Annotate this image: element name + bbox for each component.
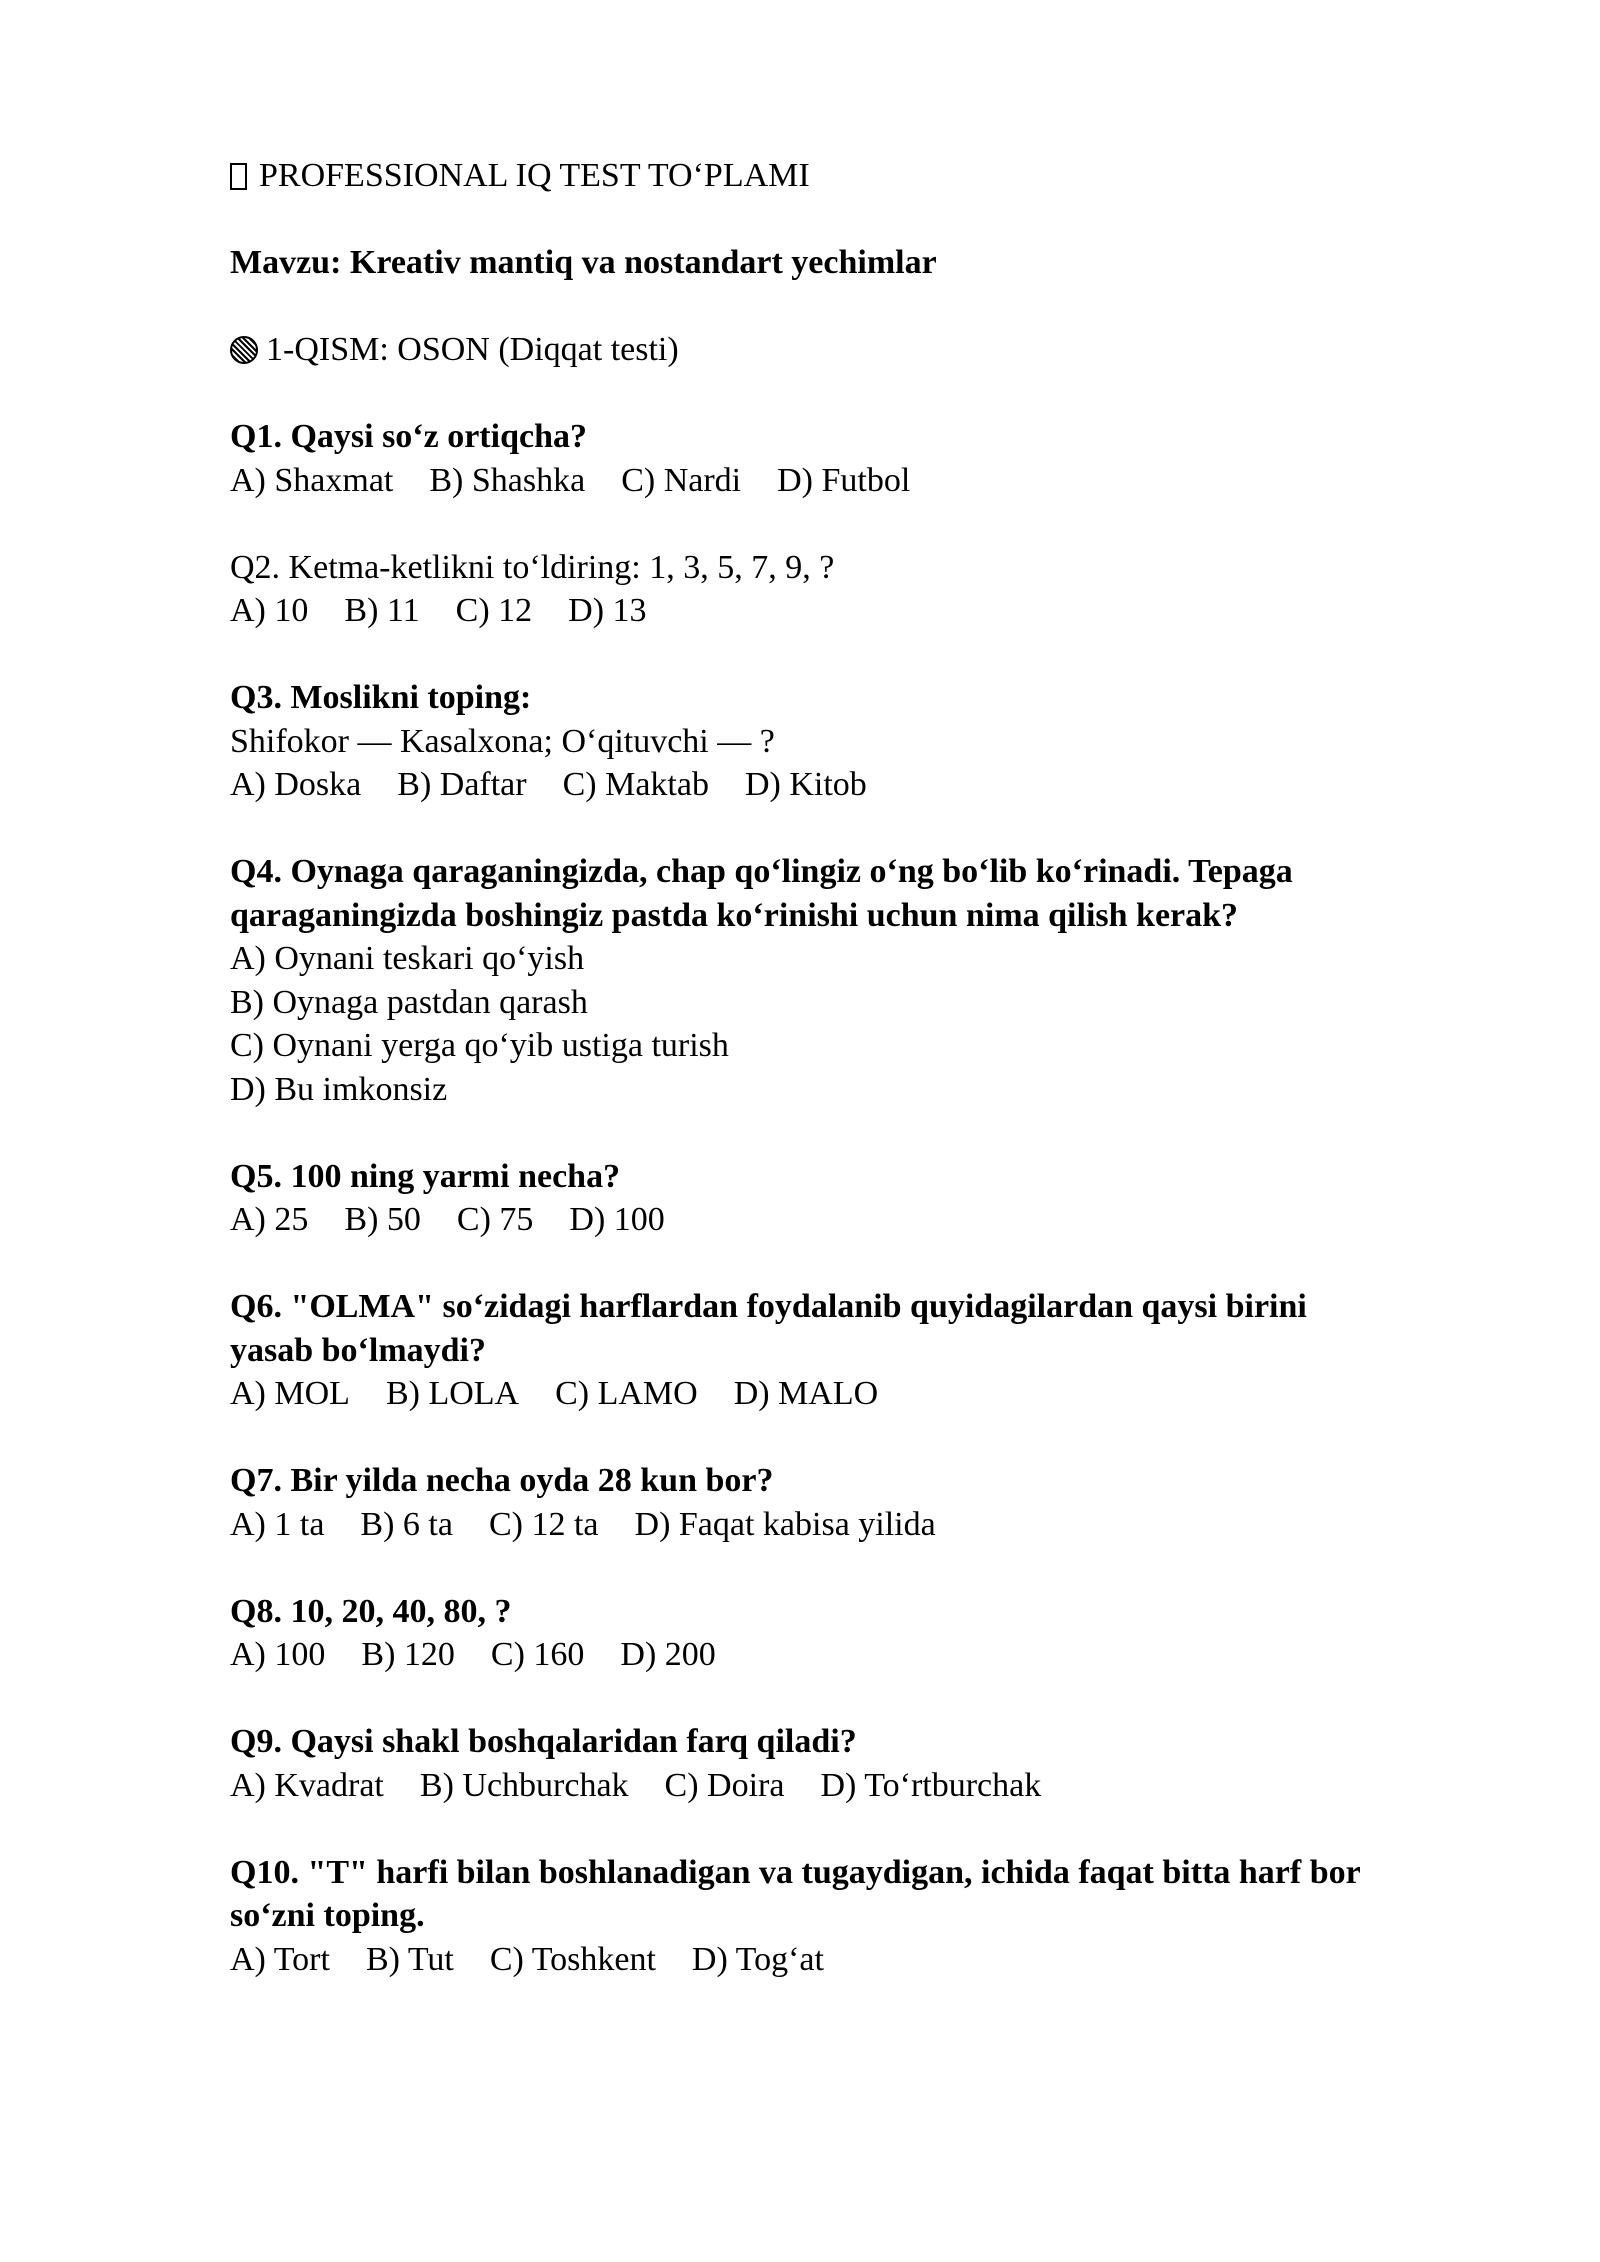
option-b: B) 120 bbox=[361, 1636, 455, 1673]
option-d: D) To‘rtburchak bbox=[820, 1766, 1042, 1804]
question-9-options bbox=[230, 1764, 1520, 1808]
missing-glyph-box-icon bbox=[230, 163, 247, 190]
option-b: B) Uchburchak bbox=[419, 1766, 629, 1804]
option-a: A) Doska bbox=[230, 766, 362, 803]
option-c: C) 160 bbox=[490, 1636, 585, 1673]
question-9-text: Q9. Qaysi shakl boshqalaridan farq qiladi? bbox=[230, 1723, 857, 1760]
question-6-text-line-2: yasab bo‘lmaydi? bbox=[230, 1331, 486, 1369]
option-a: A) 10 bbox=[230, 592, 309, 629]
option-d: D) Kitob bbox=[744, 766, 867, 803]
option-c: C) 12 ta bbox=[488, 1505, 599, 1543]
question-3-prompt: Shifokor — Kasalxona; O‘qituvchi — ? bbox=[230, 722, 775, 760]
question-4-text-line-2: qaraganingizda boshingiz pastda ko‘rinishi uchun nima qilish kerak? bbox=[230, 896, 1239, 934]
document-content bbox=[230, 154, 1520, 1981]
option-a: A) Shaxmat bbox=[230, 461, 394, 499]
option-d: D) Faqat kabisa yilida bbox=[634, 1505, 936, 1543]
section-text: 1-QISM: OSON (Diqqat testi) bbox=[266, 331, 679, 368]
question-1-text: Q1. Qaysi so‘z ortiqcha? bbox=[230, 418, 587, 455]
question-5-text: Q5. 100 ning yarmi necha? bbox=[230, 1157, 621, 1195]
hatched-circle-icon bbox=[230, 336, 258, 364]
option-c: C) Toshkent bbox=[489, 1940, 656, 1978]
option-b: B) Shashka bbox=[429, 461, 586, 499]
question-10-text-line-2: so‘zni toping. bbox=[230, 1897, 425, 1934]
question-7-text: Q7. Bir yilda necha oyda 28 kun bor? bbox=[230, 1462, 774, 1499]
option-d: D) Bu imkonsiz bbox=[230, 1070, 448, 1108]
option-a: A) 25 bbox=[230, 1201, 309, 1238]
option-c: C) 12 bbox=[455, 592, 533, 629]
option-b: B) Daftar bbox=[397, 766, 527, 803]
document-title bbox=[230, 154, 1520, 198]
option-a: A) Kvadrat bbox=[230, 1766, 384, 1804]
question-4-text-line-1: Q4. Oynaga qaraganingizda, chap qo‘lingiz o‘ng bo‘lib ko‘rinadi. Tepaga bbox=[230, 853, 1293, 890]
option-b: B) 11 bbox=[344, 592, 420, 629]
question-3-options bbox=[230, 763, 1520, 807]
option-a: A) 100 bbox=[230, 1636, 326, 1673]
option-a: A) Oynani teskari qo‘yish bbox=[230, 940, 585, 977]
option-a: A) MOL bbox=[230, 1375, 350, 1412]
option-d: D) MALO bbox=[733, 1375, 879, 1412]
option-d: D) 13 bbox=[568, 592, 647, 629]
question-6-text-line-1: Q6. "OLMA" so‘zidagi harflardan foydalanib quyidagilardan qaysi birini bbox=[230, 1288, 1307, 1325]
option-d: D) Tog‘at bbox=[691, 1940, 824, 1978]
question-10-text-line-1: Q10. "T" harfi bilan boshlanadigan va tugaydigan, ichida faqat bitta harf bor bbox=[230, 1853, 1361, 1891]
option-d: D) 200 bbox=[620, 1636, 716, 1673]
option-c: C) Maktab bbox=[562, 766, 709, 803]
question-5-options bbox=[230, 1198, 1520, 1242]
option-b: B) 6 ta bbox=[360, 1505, 453, 1543]
option-b: B) LOLA bbox=[385, 1375, 520, 1412]
question-2-options bbox=[230, 589, 1520, 633]
question-6-options bbox=[230, 1372, 1520, 1416]
topic-subtitle: Mavzu: Kreativ mantiq va nostandart yechimlar bbox=[230, 244, 937, 281]
title-text: PROFESSIONAL IQ TEST TO‘PLAMI bbox=[259, 157, 810, 194]
option-c: C) 75 bbox=[456, 1201, 534, 1238]
option-b: B) 50 bbox=[344, 1201, 421, 1238]
option-c: C) LAMO bbox=[555, 1375, 698, 1412]
question-8-text: Q8. 10, 20, 40, 80, ? bbox=[230, 1592, 512, 1630]
question-10-options bbox=[230, 1938, 1520, 1982]
question-8-options bbox=[230, 1633, 1520, 1677]
option-c: C) Nardi bbox=[621, 461, 742, 499]
section-heading bbox=[230, 328, 1520, 372]
question-7-options bbox=[230, 1503, 1520, 1547]
option-c: C) Doira bbox=[664, 1766, 785, 1804]
question-1-options bbox=[230, 459, 1520, 503]
option-c: C) Oynani yerga qo‘yib ustiga turish bbox=[230, 1027, 729, 1064]
question-3-text: Q3. Moslikni toping: bbox=[230, 679, 532, 716]
option-a: A) Tort bbox=[230, 1940, 330, 1978]
option-b: B) Tut bbox=[365, 1940, 454, 1978]
option-b: B) Oynaga pastdan qarash bbox=[230, 983, 588, 1021]
option-d: D) 100 bbox=[569, 1201, 665, 1238]
option-a: A) 1 ta bbox=[230, 1505, 325, 1543]
question-2-text: Q2. Ketma-ketlikni to‘ldiring: 1, 3, 5, 7, 9, ? bbox=[230, 548, 835, 586]
option-d: D) Futbol bbox=[777, 461, 911, 499]
